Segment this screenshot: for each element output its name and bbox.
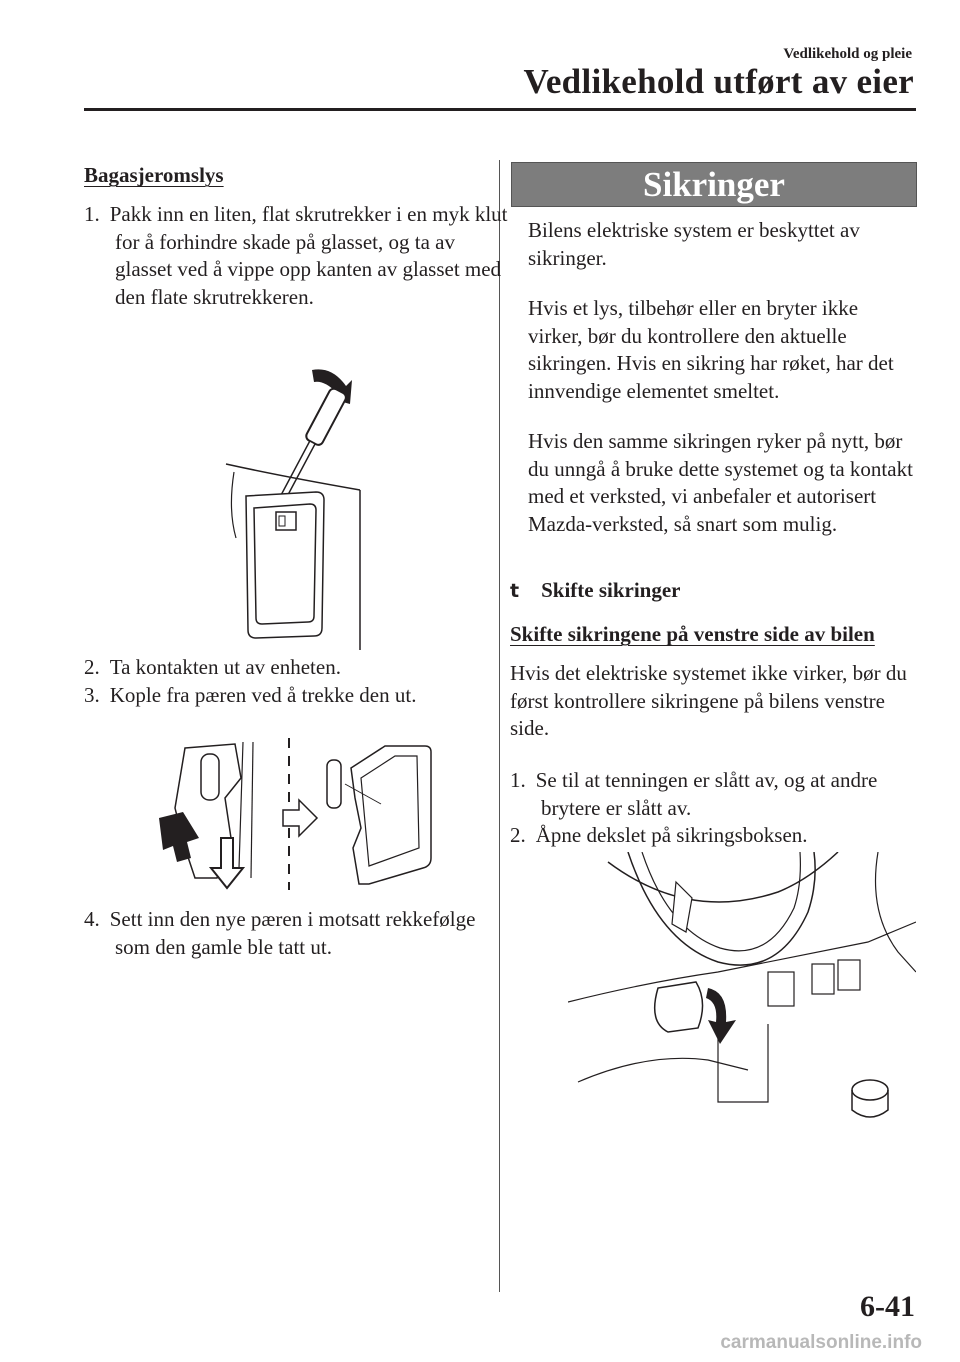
step-text: Ta kontakten ut av enheten. bbox=[109, 655, 341, 679]
fuses-banner: Sikringer bbox=[511, 162, 917, 207]
fuses-intro-paragraph: Bilens elektriske system er beskyttet av sikringer. bbox=[528, 218, 860, 270]
subsection-marker-icon: t bbox=[510, 580, 520, 602]
fuse-step-1 bbox=[510, 767, 941, 822]
subsection-heading bbox=[510, 578, 910, 603]
watermark: carmanualsonline.info bbox=[720, 1332, 922, 1353]
step-number: 2. bbox=[510, 823, 526, 847]
step-text: Åpne dekslet på sikringsboksen. bbox=[535, 823, 808, 847]
subheading-luggage-light: Bagasjeromslys bbox=[84, 163, 224, 187]
step-number: 4. bbox=[84, 907, 100, 931]
subsection-title: Skifte sikringer bbox=[541, 578, 681, 602]
step-text: Se til at tenningen er slått av, og at andre brytere er slått av. bbox=[535, 768, 878, 820]
left-side-intro: Hvis det elektriske systemet ikke virker, bør du først kontrollere sikringene på bilens venstre side. bbox=[510, 661, 907, 740]
section-title: Vedlikehold utført av eier bbox=[523, 62, 914, 101]
open-arrow-icon bbox=[706, 988, 736, 1044]
lens-removal-illustration bbox=[220, 360, 370, 652]
step-text: Sett inn den nye pæren i motsatt rekkefølge som den gamle ble tatt ut. bbox=[109, 907, 476, 959]
step-1 bbox=[84, 201, 511, 311]
step-4 bbox=[84, 906, 511, 961]
step-text: Pakk inn en liten, flat skrutrekker i en myk klut for å forhindre skade på glasset, og ta av glasset ved å vippe opp kanten av glasset med den flate skrutrekkeren. bbox=[109, 202, 508, 309]
left-side-fuses-heading: Skifte sikringene på venstre side av bilen bbox=[510, 622, 875, 646]
step-number: 1. bbox=[84, 202, 100, 226]
step-number: 2. bbox=[84, 655, 100, 679]
step-number: 3. bbox=[84, 683, 100, 707]
step-number: 1. bbox=[510, 768, 526, 792]
fuse-box-location-illustration bbox=[568, 852, 916, 1132]
header-rule bbox=[84, 108, 916, 111]
step-2 bbox=[84, 654, 511, 682]
fuses-check-paragraph: Hvis et lys, tilbehør eller en bryter ikke virker, bør du kontrollere den aktuelle sikringen. Hvis en sikring har røket, har det innvendige elementet smeltet. bbox=[528, 296, 894, 403]
page-number: 6-41 bbox=[860, 1290, 915, 1323]
fuses-repeat-paragraph: Hvis den samme sikringen ryker på nytt, bør du unngå å bruke dette systemet og ta kontakt med et verksted, vi anbefaler et autorisert Mazda-verksted, så snart som mulig. bbox=[528, 429, 913, 536]
step-text: Kople fra pæren ved å trekke den ut. bbox=[109, 683, 417, 707]
fuse-step-2 bbox=[510, 822, 941, 850]
step-3 bbox=[84, 682, 511, 710]
bulb-disconnect-illustration bbox=[155, 738, 435, 890]
column-divider bbox=[499, 160, 500, 1292]
chapter-title: Vedlikehold og pleie bbox=[783, 46, 912, 62]
